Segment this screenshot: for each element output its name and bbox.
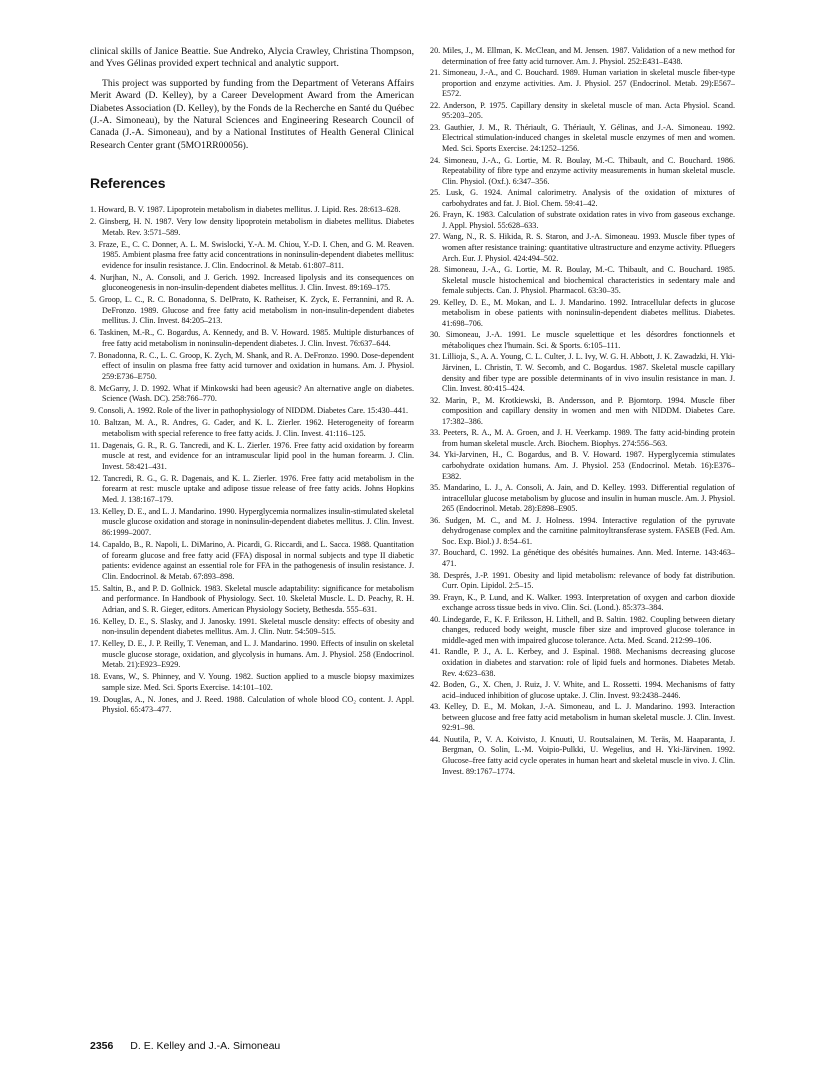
running-head: D. E. Kelley and J.-A. Simoneau	[130, 1040, 281, 1052]
reference-item: 36. Sudgen, M. C., and M. J. Holness. 1994. Interactive regulation of the pyruvate dehydrogenase complex and the carnitine palmitoyltransferase system. FASEB (Fed. Am. Soc. Exp. Biol.) J. 8:54–61.	[430, 515, 735, 546]
funding-paragraph: This project was supported by funding from the Department of Veterans Affairs Merit Award (D. Kelley), by a Career Development Award from the American Diabetes Association (D. Kelley), by the Fonds de la Recherche en Santé du Québec (J.-A. Simoneau), by the Natural Sciences and Engineering Research Council of Canada (J.-A. Simoneau), and by a National Institutes of Health General Clinical Research Center grant (5MO1RR00056).	[90, 77, 414, 151]
reference-item: 33. Peeters, R. A., M. A. Groen, and J. H. Veerkamp. 1989. The fatty acid-binding protein from human skeletal muscle. Arch. Biochem. Biophys. 274:556–563.	[430, 428, 735, 448]
reference-item: 26. Frayn, K. 1983. Calculation of substrate oxidation rates in vivo from gaseous exchange. J. Appl. Physiol. 55:628–633.	[430, 210, 735, 230]
reference-item: 38. Després, J.-P. 1991. Obesity and lipid metabolism: relevance of body fat distribution. Curr. Opin. Lipidol. 2:5–15.	[430, 570, 735, 591]
reference-item: 24. Simoneau, J.-A., G. Lortie, M. R. Boulay, M.-C. Thibault, and C. Bouchard. 1986. Repeatability of fibre type and enzyme activity measurements in human skeletal muscle. Clin. Physiol. (Oxf.). 6:347–356.	[430, 155, 735, 186]
reference-item: 23. Gauthier, J. M., R. Thériault, G. Thériault, Y. Gélinas, and J.-A. Simoneau. 1992. Electrical stimulation-induced changes in skeletal muscle enzymes of men and women. Med. Sci. Sports Exercise. 24:1252–1256.	[430, 122, 735, 154]
reference-item: 31. Lillioja, S., A. A. Young, C. L. Culter, J. L. Ivy, W. G. H. Abbott, J. K. Zawadzki, H. Yki-Järvinen, L. Christin, T. W. Secomb, and C. Bogardus. 1987. Skeletal muscle capillary density and fiber type are possible determinants of in vivo insulin resistance in man. J. Clin. Invest. 80:415–424.	[430, 352, 735, 394]
reference-item: 10. Baltzan, M. A., R. Andres, G. Cader, and K. L. Zierler. 1962. Heterogeneity of forearm metabolism with special reference to free fatty acids. J. Clin. Invest. 41:116–125.	[90, 418, 414, 438]
reference-item: 37. Bouchard, C. 1992. La génétique des obésités humaines. Ann. Med. Interne. 143:463–471.	[430, 548, 735, 569]
reference-item: 20. Miles, J., M. Ellman, K. McClean, and M. Jensen. 1987. Validation of a new method for determination of free fatty acid turnover. Am. J. Physiol. 252:E431–E438.	[430, 46, 735, 66]
reference-item: 34. Yki-Jarvinen, H., C. Bogardus, and B. V. Howard. 1987. Hyperglycemia stimulates carbohydrate oxidation humans. Am. J. Physiol. 253 (Endocrinol. Metab. 16):E376–E382.	[430, 450, 735, 481]
reference-item: 22. Anderson, P. 1975. Capillary density in skeletal muscle of man. Acta Physiol. Scand. 95:203–205.	[430, 100, 735, 121]
reference-item: 27. Wang, N., R. S. Hikida, R. S. Staron, and J.-A. Simoneau. 1993. Muscle fiber types of women after resistance training: quantitative ultrastructure and enzyme activity. Pfluegers Arch. Eur. J. Physiol. 424:494–502.	[430, 232, 735, 263]
reference-item: 14. Capaldo, B., R. Napoli, L. DiMarino, A. Picardi, G. Riccardi, and L. Sacca. 1988. Quantitation of forearm glucose and free fatty acid (FFA) disposal in normal subjects and type II diabetic patients: evidence against an essential role for FFA in the pathogenesis of insulin resistance. J. Clin. Endocrinol. & Metab. 67:893–898.	[90, 539, 414, 581]
reference-item: 15. Saltin, B., and P. D. Gollnick. 1983. Skeletal muscle adaptability: significance for metabolism and performance. In Handbook of Physiology. Sect. 10. Skeletal Muscle. L. D. Peachy, R. H. Adrian, and S. R. Gieger, editors. American Physiology Society, Bethesda. 555–631.	[90, 583, 414, 614]
reference-item: 2. Ginsberg, H. N. 1987. Very low density lipoprotein metabolism in diabetes mellitus. Diabetes Metab. Rev. 3:571–589.	[90, 217, 414, 237]
reference-item: 29. Kelley, D. E., M. Mokan, and L. J. Mandarino. 1992. Intracellular defects in glucose metabolism in obese patients with noninsulin-dependent diabetes mellitus. Diabetes. 41:698–706.	[430, 297, 735, 328]
reference-item: 43. Kelley, D. E., M. Mokan, J.-A. Simoneau, and L. J. Mandarino. 1993. Interaction between glucose and free fatty acid metabolism in human skeletal muscle. J. Clin. Invest. 92:91–98.	[430, 702, 735, 733]
reference-item: 16. Kelley, D. E., S. Slasky, and J. Janosky. 1991. Skeletal muscle density: effects of obesity and non-insulin dependent diabetes mellitus. Am. J. Clin. Nutr. 54:509–515.	[90, 616, 414, 637]
page-footer	[90, 1040, 280, 1052]
reference-item: 39. Frayn, K., P. Lund, and K. Walker. 1993. Interpretation of oxygen and carbon dioxide exchange across tissue beds in vivo. Clin. Sci. (Lond.). 85:373–384.	[430, 592, 735, 613]
reference-item: 28. Simoneau, J.-A., G. Lortie, M. R. Boulay, M.-C. Thibault, and C. Bouchard. 1985. Skeletal muscle histochemical and biochemical characteristics in sedentary male and female subjects. Can. J. Physiol. Pharmacol. 63:30–35.	[430, 265, 735, 296]
reference-item: 32. Marin, P., M. Krotkiewski, B. Andersson, and P. Bjorntorp. 1994. Muscle fiber composition and capillary density in women and men with NIDDM. Diabetes Care. 17:382–386.	[430, 395, 735, 426]
acknowledgments	[90, 46, 414, 152]
reference-item: 35. Mandarino, L. J., A. Consoli, A. Jain, and D. Kelley. 1993. Differential regulation of intracellular glucose metabolism by glucose and insulin in human muscle. Am. J. Physiol. 265 (Endocrinol. Metab. 28):E898–E905.	[430, 483, 735, 514]
reference-item: 18. Evans, W., S. Phinney, and V. Young. 1982. Suction applied to a muscle biopsy maximizes sample size. Med. Sci. Sports Exercise. 14:101–102.	[90, 672, 414, 692]
reference-item: 6. Taskinen, M.-R., C. Bogardus, A. Kennedy, and B. V. Howard. 1985. Multiple disturbances of free fatty acid metabolism in noninsulin-dependent diabetes. J. Clin. Invest. 76:637–644.	[90, 328, 414, 348]
reference-item: 21. Simoneau, J.-A., and C. Bouchard. 1989. Human variation in skeletal muscle fiber-type proportion and enzyme activities. Am. J. Physiol. 257 (Endocrinol. Metab. 29):E567–E572.	[430, 68, 735, 99]
references-list-left	[90, 205, 414, 716]
reference-item: 12. Tancredi, R. G., G. R. Dagenais, and K. L. Zierler. 1976. Free fatty acid metabolism in the forearm at rest: muscle uptake and adipose tissue release of free fatty acids. Johns Hopkins Med. J. 138:167–179.	[90, 473, 414, 504]
reference-item: 11. Dagenais, G. R., R. G. Tancredi, and K. L. Zierler. 1976. Free fatty acid oxidation by forearm muscle at rest, and evidence for an intramuscular lipid pool in the human forearm. J. Clin. Invest. 58:421–431.	[90, 440, 414, 471]
reference-item: 25. Lusk, G. 1924. Animal calorimetry. Analysis of the oxidation of mixtures of carbohydrates and fat. J. Biol. Chem. 59:41–42.	[430, 188, 735, 208]
reference-item: 17. Kelley, D. E., J. P. Reilly, T. Veneman, and L. J. Mandarino. 1990. Effects of insulin on skeletal muscle glucose storage, oxidation, and glycolysis in humans. Am. J. Physiol. 258 (Endocrinol. Metab. 21):E923–E929.	[90, 639, 414, 670]
reference-item: 9. Consoli, A. 1992. Role of the liver in pathophysiology of NIDDM. Diabetes Care. 15:430–441.	[90, 406, 408, 416]
reference-item: 42. Boden, G., X. Chen, J. Ruiz, J. V. White, and L. Rossetti. 1994. Mechanisms of fatty acid–induced inhibition of glucose uptake. J. Clin. Invest. 93:2438–2446.	[430, 680, 735, 700]
references-heading: References	[90, 175, 166, 192]
reference-item: 5. Groop, L. C., R. C. Bonadonna, S. DelPrato, K. Ratheiser, K. Zyck, E. Ferrannini, and R. A. DeFronzo. 1989. Glucose and free fatty acid metabolism in non-insulin-dependent diabetes mellitus. J. Clin. Invest. 84:205–213.	[90, 295, 414, 326]
reference-item: 4. Nurjhan, N., A. Consoli, and J. Gerich. 1992. Increased lipolysis and its consequences on gluconeogenesis in non-insulin-dependent diabetes mellitus. J. Clin. Invest. 89:169–175.	[90, 272, 414, 293]
reference-item: 1. Howard, B. V. 1987. Lipoprotein metabolism in diabetes mellitus. J. Lipid. Res. 28:613–628.	[90, 205, 401, 215]
right-column	[430, 46, 735, 778]
reference-item: 30. Simoneau, J.-A. 1991. Le muscle squelettique et les désordres fonctionnels et métaboliques chez l'humain. Sci. & Sports. 6:105–111.	[430, 330, 735, 350]
acknowledgment-paragraph: clinical skills of Janice Beattie. Sue Andreko, Alycia Crawley, Christina Thompson, and Yves Gélinas provided expert technical and analytic support.	[90, 46, 414, 70]
reference-item: 44. Nuutila, P., V. A. Koivisto, J. Knuuti, U. Routsalainen, M. Teräs, M. Haaparanta, J. Bergman, O. Solin, L.-M. Voipio-Pulkki, U. Wegelius, and H. Yki-Järvinen. 1992. Glucose–free fatty acid cycle operates in human heart and skeletal muscle in vivo. J. Clin. Invest. 89:1767–1774.	[430, 734, 735, 776]
reference-item: 3. Fraze, E., C. C. Donner, A. L. M. Swislocki, Y.-A. M. Chiou, Y.-D. I. Chen, and G. M. Reaven. 1985. Ambient plasma free fatty acid concentrations in noninsulin-dependent diabetes mellitus: evidence for insulin resistance. J. Clin. Endocrinol. & Metab. 61:807–811.	[90, 239, 414, 270]
reference-item: 19. Douglas, A., N. Jones, and J. Reed. 1988. Calculation of whole blood CO₂ content. J. Appl. Physiol. 65:473–477.	[90, 694, 414, 715]
left-column	[90, 46, 414, 717]
reference-item: 8. McGarry, J. D. 1992. What if Minkowski had been ageusic? An alternative angle on diabetes. Science (Wash. DC). 258:766–770.	[90, 383, 414, 404]
references-list-right	[430, 46, 735, 777]
reference-item: 7. Bonadonna, R. C., L. C. Groop, K. Zych, M. Shank, and R. A. DeFronzo. 1990. Dose-dependent effect of insulin on plasma free fatty acid turnover and oxidation in humans. Am. J. Physiol. 259:E736–E750.	[90, 350, 414, 381]
page-number: 2356	[90, 1040, 114, 1052]
reference-item: 40. Lindegarde, F., K. F. Eriksson, H. Lithell, and B. Saltin. 1982. Coupling between dietary changes, reduced body weight, muscle fiber size and improved glucose tolerance in middle-aged men with impaired glucose tolerance. Acta. Med. Scand. 212:99–106.	[430, 614, 735, 645]
reference-item: 41. Randle, P. J., A. L. Kerbey, and J. Espinal. 1988. Mechanisms decreasing glucose oxidation in diabetes and starvation: role of lipid fuels and hormones. Diabetes Metab. Rev. 4:623–638.	[430, 647, 735, 678]
reference-item: 13. Kelley, D. E., and L. J. Mandarino. 1990. Hyperglycemia normalizes insulin-stimulated skeletal muscle glucose oxidation and storage in noninsulin-dependent diabetes mellitus. J. Clin. Invest. 86:1999–2007.	[90, 506, 414, 538]
